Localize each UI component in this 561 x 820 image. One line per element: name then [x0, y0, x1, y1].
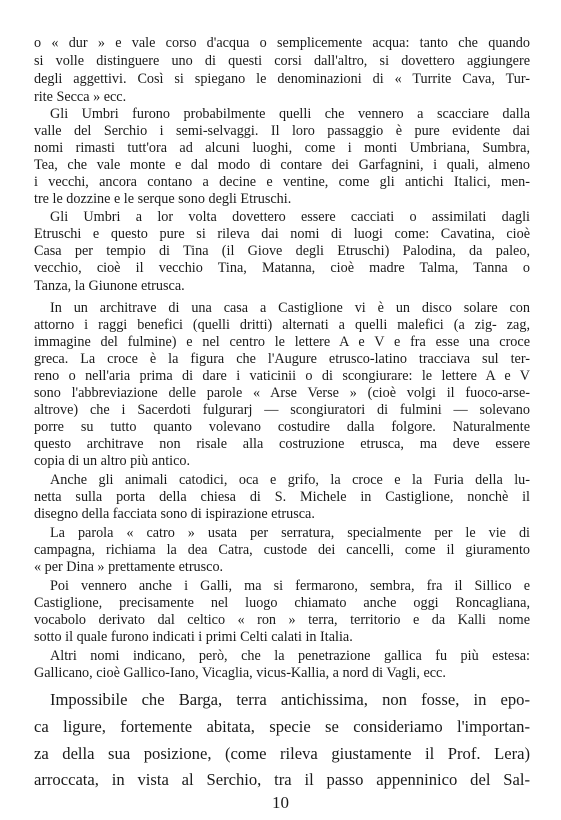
text-line: Tea, che vale monte e dal modo di contare dei Garfagnini, i quali, almeno	[34, 157, 530, 173]
text-line: vocabolo derivato dal celtico « ron » terra, territorio e da Kalli nome	[34, 612, 530, 628]
text-line: arroccata, in vista al Serchio, tra il passo appenninico del Sal-	[34, 770, 530, 789]
text-line: Anche gli animali catodici, oca e grifo, la croce e la Furia della lu-	[50, 472, 530, 488]
text-line: sono l'abbreviazione delle parole « Arse Verse » (cioè volgi il fuoco-arse-	[34, 385, 530, 401]
text-line: Tanza, la Giunone etrusca.	[34, 278, 185, 294]
text-line: netta sulla porta della chiesa di S. Michele in Castiglione, nonchè il	[34, 489, 530, 505]
text-line: ca ligure, fortemente abitata, specie se consideriamo l'importan-	[34, 717, 530, 736]
text-line: attorno i raggi benefici (quelli dritti) alternati a quelli malefici (a zig- zag,	[34, 317, 530, 333]
text-line: immagine del fulmine) e nel centro le lettere A e V e fra esse una croce	[34, 334, 530, 350]
text-line: Poi vennero anche i Galli, ma si fermarono, sembra, fra il Sillico e	[50, 578, 530, 594]
text-line: nomi rimasti tutt'ora ad alcuni luoghi, come i monti Umbriana, Sumbra,	[34, 140, 530, 156]
text-line: sotto il quale furono indicati i primi Celti calati in Italia.	[34, 629, 353, 645]
text-line: za della sua posizione, (come rileva giustamente il Prof. Lera)	[34, 744, 530, 763]
text-line: « per Dina » prettamente etrusco.	[34, 559, 224, 575]
text-line: copia di un altro più antico.	[34, 453, 191, 469]
text-line: rite Secca » ecc.	[34, 89, 127, 105]
text-line: Casa per tempio di Tina (il Giove degli Etruschi) Palodina, da paleo,	[34, 243, 530, 259]
text-line: valle del Serchio i semi-selvaggi. Il loro passaggio è pure evidente dai	[34, 123, 530, 139]
text-line: Gli Umbri furono probabilmente quelli che vennero a scacciare dalla	[50, 106, 530, 122]
text-line: Etruschi e questo pure si rileva dai nomi di luogi come: Cavatina, cioè	[34, 226, 530, 242]
text-line: Gallicano, cioè Gallico-Iano, Vicaglia, vicus-Kallia, a nord di Vagli, ecc.	[34, 665, 446, 681]
text-line: altrove) che i Sacerdoti fulgurarj — scongiuratori di fulmini — solevano	[34, 402, 530, 418]
text-line: Altri nomi indicano, però, che la penetrazione gallica fu più estesa:	[50, 648, 530, 664]
text-line: tre le dozzine e le serque sono degli Etruschi.	[34, 191, 292, 207]
text-line: si volle distinguere uno di questi corsi dall'altro, si dovettero aggiungere	[34, 53, 530, 69]
text-line: o « dur » e vale corso d'acqua o semplicemente acqua: tanto che quando	[34, 35, 530, 51]
text-line: La parola « catro » usata per serratura, specialmente per le vie di	[50, 525, 530, 541]
text-line: Castiglione, precisamente nel luogo chiamato anche oggi Roncagliana,	[34, 595, 530, 611]
text-line: porre su tutto quanto volevano costudire dalla folgore. Naturalmente	[34, 419, 530, 435]
text-line: questo architrave non risale alla costruzione etrusca, ma deve essere	[34, 436, 530, 452]
text-line: Impossibile che Barga, terra antichissima, non fosse, in epo-	[50, 690, 530, 709]
text-line: campagna, richiama la dea Catra, custode dei cancelli, come il giuramento	[34, 542, 530, 558]
text-line: degli aggettivi. Così si spiegano le denominazioni di « Turrite Cava, Tur-	[34, 71, 530, 87]
text-line: Gli Umbri a lor volta dovettero essere cacciati o assimilati dagli	[50, 209, 530, 225]
text-line: reno o nell'aria prima di dare i vaticinii o di scongiurare: le lettere A e V	[34, 368, 530, 384]
text-line: greca. La croce è la figura che l'Augure etrusco-latino tracciava sul ter-	[34, 351, 530, 367]
page-number: 10	[272, 793, 289, 812]
text-line: In un architrave di una casa a Castiglione vi è un disco solare con	[50, 300, 530, 316]
text-line: vecchio, cioè il vecchio Tina, Matanna, cioè madre Talma, Tanna o	[34, 260, 530, 276]
text-line: i vecchi, ancora contano a decine e ventine, come gli antichi Italici, men-	[34, 174, 530, 190]
text-line: disegno della facciata sono di ispirazione etrusca.	[34, 506, 315, 522]
